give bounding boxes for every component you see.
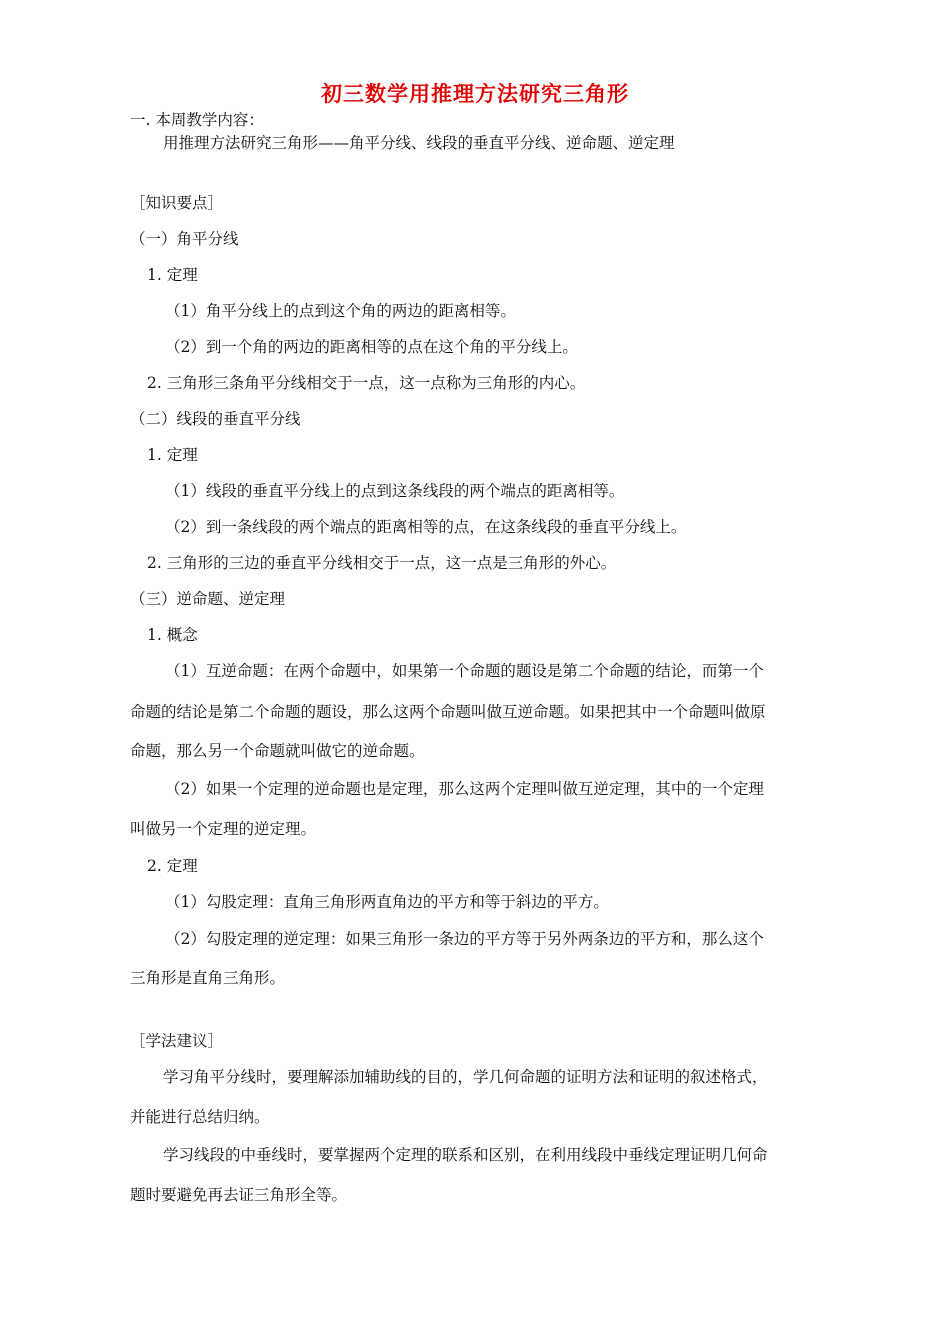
study-a-line1: 学习角平分线时，要理解添加辅助线的目的，学几何命题的证明方法和证明的叙述格式， — [163, 1068, 768, 1086]
part1-item1: 1. 定理 — [147, 266, 198, 284]
part2-sub1: （1）线段的垂直平分线上的点到这条线段的两个端点的距离相等。 — [165, 482, 625, 500]
part3-heading: （三）逆命题、逆定理 — [130, 590, 286, 608]
part3-t2-line1: （2）勾股定理的逆定理：如果三角形一条边的平方等于另外两条边的平方和，那么这个 — [165, 930, 764, 948]
page-title: 初三数学用推理方法研究三角形 — [321, 81, 629, 106]
part3-item2: 2. 定理 — [147, 857, 198, 875]
part1-sub1: （1）角平分线上的点到这个角的两边的距离相等。 — [165, 302, 516, 320]
part3-item1: 1. 概念 — [147, 626, 198, 644]
part1-heading: （一）角平分线 — [130, 230, 239, 248]
part3-p2-line2: 叫做另一个定理的逆定理。 — [130, 820, 317, 838]
part3-p2-line1: （2）如果一个定理的逆命题也是定理，那么这两个定理叫做互逆定理，其中的一个定理 — [165, 780, 764, 798]
part1-sub2: （2）到一个角的两边的距离相等的点在这个角的平分线上。 — [165, 338, 578, 356]
study-b-line1: 学习线段的中垂线时，要掌握两个定理的联系和区别，在利用线段中垂线定理证明几何命 — [163, 1146, 768, 1164]
study-heading: ［学法建议］ — [130, 1032, 224, 1050]
study-a-line2: 并能进行总结归纳。 — [130, 1108, 270, 1126]
part3-t1: （1）勾股定理：直角三角形两直角边的平方和等于斜边的平方。 — [165, 893, 609, 911]
part2-heading: （二）线段的垂直平分线 — [130, 410, 301, 428]
part3-t2-line2: 三角形是直角三角形。 — [130, 969, 286, 987]
part2-item1: 1. 定理 — [147, 446, 198, 464]
section-content-text: 用推理方法研究三角形——角平分线、线段的垂直平分线、逆命题、逆定理 — [163, 134, 675, 152]
knowledge-heading: ［知识要点］ — [130, 194, 224, 212]
part2-item2: 2. 三角形的三边的垂直平分线相交于一点，这一点是三角形的外心。 — [147, 554, 617, 572]
part3-p1-line3: 命题，那么另一个命题就叫做它的逆命题。 — [130, 742, 425, 760]
part2-sub2: （2）到一条线段的两个端点的距离相等的点，在这条线段的垂直平分线上。 — [165, 518, 687, 536]
part1-item2: 2. 三角形三条角平分线相交于一点，这一点称为三角形的内心。 — [147, 374, 586, 392]
part3-p1-line2: 命题的结论是第二个命题的题设，那么这两个命题叫做互逆命题。如果把其中一个命题叫做原 — [130, 703, 766, 721]
section-heading-content: 一. 本周教学内容： — [130, 111, 264, 129]
part3-p1-line1: （1）互逆命题：在两个命题中，如果第一个命题的题设是第二个命题的结论，而第一个 — [165, 662, 764, 680]
study-b-line2: 题时要避免再去证三角形全等。 — [130, 1186, 348, 1204]
